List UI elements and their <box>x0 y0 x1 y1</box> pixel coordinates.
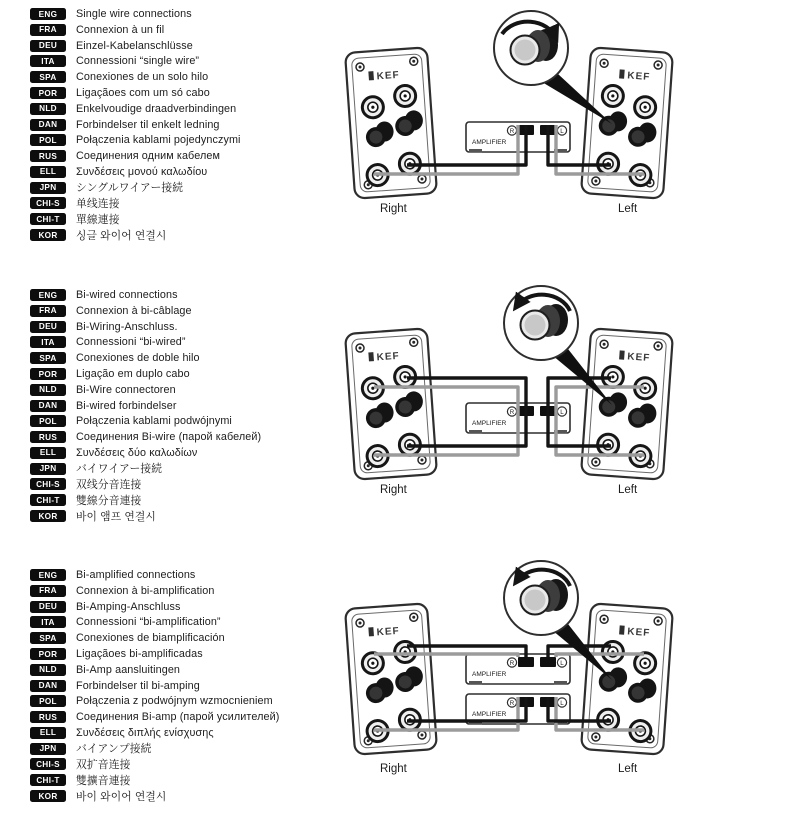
svg-text:AMPLIFIER: AMPLIFIER <box>472 711 507 718</box>
language-text: バイワイアー接続 <box>76 463 163 476</box>
language-code-badge: ENG <box>30 289 66 301</box>
language-row <box>30 24 330 36</box>
language-text: Connessioni “bi-wired” <box>76 336 186 349</box>
language-row <box>30 40 330 52</box>
language-text: Connexion à bi-amplification <box>76 584 215 597</box>
language-code-badge: KOR <box>30 229 66 241</box>
svg-text:KEF: KEF <box>626 70 651 83</box>
language-row <box>30 695 330 707</box>
speaker-terminal-panel-right <box>345 603 437 754</box>
right-speaker-label: Right <box>380 763 407 775</box>
language-text: Bi-Wiring-Anschluss. <box>76 320 178 333</box>
language-code-badge: FRA <box>30 24 66 36</box>
language-text: 바이 와이어 연결시 <box>76 790 167 803</box>
language-text: Bi-Amping-Anschluss <box>76 600 181 613</box>
language-row <box>30 368 330 380</box>
language-code-badge: ELL <box>30 727 66 739</box>
language-code-badge: CHI-T <box>30 494 66 506</box>
language-text: Forbindelser til enkelt ledning <box>76 118 220 131</box>
language-text: Ligaçãoes com um só cabo <box>76 87 210 99</box>
language-row <box>30 399 330 411</box>
language-row <box>30 150 330 162</box>
language-row <box>30 8 330 20</box>
language-row <box>30 197 330 209</box>
language-code-badge: KOR <box>30 510 66 522</box>
language-text: Ligação em duplo cabo <box>76 368 190 380</box>
language-row <box>30 305 330 317</box>
language-text: 雙擴音連接 <box>76 774 131 787</box>
language-row <box>30 494 330 506</box>
language-row <box>30 229 330 241</box>
language-code-badge: DEU <box>30 601 66 613</box>
language-text: Conexiones de doble hilo <box>76 352 200 365</box>
language-row <box>30 103 330 115</box>
language-text: Connessioni “single wire” <box>76 55 200 68</box>
language-text: Συνδέσεις διπλής ενίσχυσης <box>76 726 214 739</box>
speaker-terminal-block <box>518 657 534 667</box>
language-text: 雙線分音連接 <box>76 494 142 507</box>
diagram-bi-wired <box>336 283 800 515</box>
language-list-bi-wired <box>30 289 330 526</box>
language-text: Bi-wired forbindelser <box>76 399 177 412</box>
language-text: Connessioni “bi-amplification” <box>76 616 221 629</box>
svg-text:L: L <box>560 127 564 135</box>
language-code-badge: NLD <box>30 103 66 115</box>
language-row <box>30 71 330 83</box>
right-speaker-label: Right <box>380 484 407 496</box>
language-text: Połączenia z podwójnym wzmocnieniem <box>76 695 273 708</box>
language-code-badge: CHI-S <box>30 478 66 490</box>
language-code-badge: JPN <box>30 463 66 475</box>
language-text: 바이 앰프 연결시 <box>76 510 156 523</box>
language-text: 双线分音连接 <box>76 478 142 491</box>
language-code-badge: ITA <box>30 336 66 348</box>
language-row <box>30 447 330 459</box>
language-text: Соединения одним кабелем <box>76 150 220 163</box>
amp-foot <box>554 681 567 685</box>
language-text: Bi-wired connections <box>76 289 178 302</box>
language-text: Enkelvoudige draadverbindingen <box>76 102 237 115</box>
language-row <box>30 478 330 490</box>
left-speaker-label: Left <box>618 763 638 775</box>
language-text: 双扩音连接 <box>76 758 131 771</box>
language-text: 单线连接 <box>76 197 120 210</box>
svg-text:AMPLIFIER: AMPLIFIER <box>472 420 507 427</box>
language-code-badge: DEU <box>30 40 66 52</box>
speaker-terminal-panel-left <box>581 603 673 754</box>
language-row <box>30 431 330 443</box>
language-code-badge: POL <box>30 695 66 707</box>
language-row <box>30 601 330 613</box>
language-row <box>30 55 330 67</box>
language-row <box>30 321 330 333</box>
language-row <box>30 648 330 660</box>
language-code-badge: KOR <box>30 790 66 802</box>
amplifier-box-top <box>466 654 570 685</box>
language-row <box>30 679 330 691</box>
language-row <box>30 774 330 786</box>
language-list-single-wire <box>30 8 330 245</box>
language-code-badge: POL <box>30 134 66 146</box>
language-code-badge: SPA <box>30 632 66 644</box>
language-text: Συνδέσεις μονού καλωδίου <box>76 165 208 178</box>
language-row <box>30 87 330 99</box>
svg-text:KEF: KEF <box>376 350 401 364</box>
language-row <box>30 166 330 178</box>
language-row <box>30 415 330 427</box>
language-code-badge: DAN <box>30 680 66 692</box>
language-row <box>30 134 330 146</box>
language-row <box>30 727 330 739</box>
language-text: バイアンプ接続 <box>76 743 152 756</box>
language-code-badge: POR <box>30 648 66 660</box>
amp-foot <box>469 430 482 434</box>
connection-diagram-single-wire <box>336 2 800 234</box>
language-text: Bi-Wire connectoren <box>76 383 176 396</box>
language-row <box>30 585 330 597</box>
language-row <box>30 336 330 348</box>
language-text: Bi-Amp aansluitingen <box>76 663 181 676</box>
amp-foot <box>469 149 482 153</box>
language-code-badge: CHI-T <box>30 213 66 225</box>
language-code-badge: SPA <box>30 71 66 83</box>
language-code-badge: RUS <box>30 431 66 443</box>
language-text: Conexiones de biamplificación <box>76 632 225 645</box>
svg-text:R: R <box>509 127 515 135</box>
svg-text:R: R <box>509 699 515 707</box>
language-code-badge: NLD <box>30 664 66 676</box>
language-code-badge: JPN <box>30 182 66 194</box>
language-code-badge: DAN <box>30 119 66 131</box>
language-list-bi-amplified <box>30 569 330 806</box>
language-code-badge: NLD <box>30 384 66 396</box>
language-code-badge: CHI-S <box>30 758 66 770</box>
language-code-badge: CHI-T <box>30 774 66 786</box>
language-text: Single wire connections <box>76 8 192 21</box>
left-speaker-label: Left <box>618 203 638 215</box>
language-row <box>30 758 330 770</box>
language-code-badge: POR <box>30 87 66 99</box>
language-text: Соединения Bi-wire (парой кабелей) <box>76 431 262 444</box>
language-text: 싱글 와이어 연결시 <box>76 229 167 242</box>
svg-text:KEF: KEF <box>626 626 651 639</box>
svg-text:KEF: KEF <box>626 351 651 364</box>
language-row <box>30 463 330 475</box>
language-row <box>30 664 330 676</box>
language-code-badge: ENG <box>30 569 66 581</box>
language-row <box>30 743 330 755</box>
language-code-badge: POL <box>30 415 66 427</box>
speaker-terminal-panel-left <box>581 328 673 479</box>
language-row <box>30 510 330 522</box>
language-row <box>30 118 330 130</box>
language-row <box>30 616 330 628</box>
speaker-terminal-panel-right <box>345 328 437 479</box>
svg-text:AMPLIFIER: AMPLIFIER <box>472 139 507 146</box>
language-code-badge: FRA <box>30 585 66 597</box>
language-text: Connexion à un fil <box>76 23 165 36</box>
language-code-badge: ELL <box>30 447 66 459</box>
language-text: Einzel-Kabelanschlüsse <box>76 39 193 52</box>
language-text: Ligaçãoes bi-amplificadas <box>76 648 203 660</box>
speaker-terminal-panel-left <box>581 47 673 198</box>
language-row <box>30 632 330 644</box>
language-text: Συνδέσεις δύο καλωδίων <box>76 446 198 459</box>
language-text: Połączenia kablami podwójnymi <box>76 415 232 428</box>
language-code-badge: ITA <box>30 55 66 67</box>
language-code-badge: DEU <box>30 321 66 333</box>
language-row <box>30 384 330 396</box>
connection-diagram-bi-amplified <box>336 558 800 790</box>
language-text: Bi-amplified connections <box>76 569 196 582</box>
language-text: Forbindelser til bi-amping <box>76 679 200 692</box>
speaker-terminal-panel-right <box>345 47 437 198</box>
language-code-badge: JPN <box>30 743 66 755</box>
amp-foot <box>469 681 482 685</box>
svg-text:L: L <box>560 659 564 667</box>
language-code-badge: ITA <box>30 616 66 628</box>
language-code-badge: CHI-S <box>30 197 66 209</box>
connection-diagram-bi-wired <box>336 283 800 515</box>
language-text: 單線連接 <box>76 213 120 226</box>
language-code-badge: POR <box>30 368 66 380</box>
svg-text:KEF: KEF <box>376 625 401 639</box>
svg-text:R: R <box>509 659 515 667</box>
language-code-badge: SPA <box>30 352 66 364</box>
language-text: Соединения Bi-amp (парой усилителей) <box>76 711 280 724</box>
language-row <box>30 289 330 301</box>
language-row <box>30 790 330 802</box>
language-text: Connexion à bi-câblage <box>76 304 192 317</box>
right-speaker-label: Right <box>380 203 407 215</box>
language-text: Połączenia kablami pojedynczymi <box>76 134 241 147</box>
language-row <box>30 182 330 194</box>
svg-text:L: L <box>560 408 564 416</box>
language-row <box>30 352 330 364</box>
language-code-badge: ELL <box>30 166 66 178</box>
language-code-badge: ENG <box>30 8 66 20</box>
language-text: シングルワイアー接続 <box>76 182 184 195</box>
left-speaker-label: Left <box>618 484 638 496</box>
svg-text:AMPLIFIER: AMPLIFIER <box>472 671 507 678</box>
language-code-badge: FRA <box>30 305 66 317</box>
language-code-badge: RUS <box>30 711 66 723</box>
speaker-terminal-block <box>540 657 556 667</box>
svg-text:R: R <box>509 408 515 416</box>
language-row <box>30 569 330 581</box>
language-code-badge: RUS <box>30 150 66 162</box>
svg-text:KEF: KEF <box>376 69 401 83</box>
language-code-badge: DAN <box>30 400 66 412</box>
diagram-bi-amplified <box>336 558 800 790</box>
svg-text:L: L <box>560 699 564 707</box>
language-row <box>30 213 330 225</box>
diagram-single-wire <box>336 2 800 234</box>
language-row <box>30 711 330 723</box>
language-text: Conexiones de un solo hilo <box>76 71 209 84</box>
